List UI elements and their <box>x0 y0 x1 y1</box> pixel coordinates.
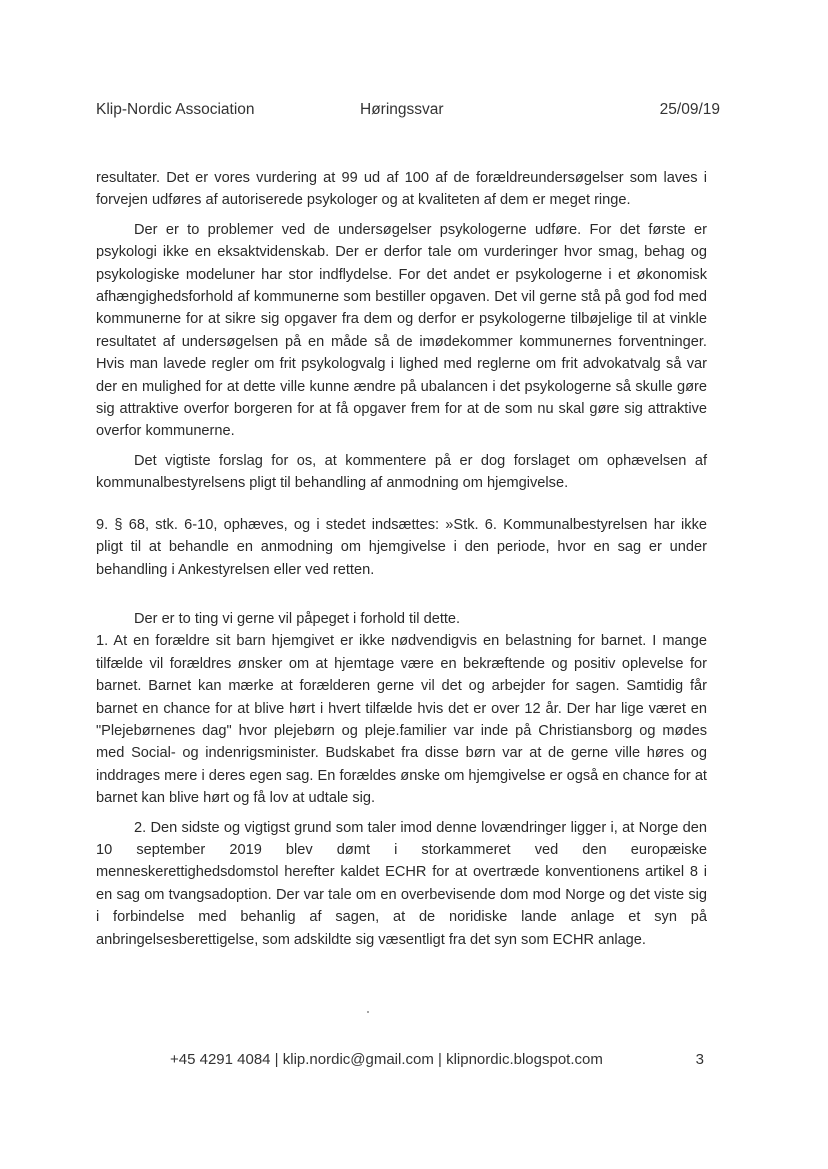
header-organization: Klip-Nordic Association <box>96 101 255 118</box>
paragraph-psychologist-problems: Der er to problemer ved de undersøgelser psykologerne udføre. For det første er psykologi ikke en eksaktvidenskab. Der er derfor tale om vurderinger hvor smag, behag og psykologiske modeluner har stor indflydelse. For det andet er psykologerne i et økonomisk afhængighedsforhold af kommunerne som bestiller opgaven. Det vil gerne stå på god fod med kommunerne for at sikre sig opgaver fra dem og derfor er psykologerne tilbøjelige til at vinkle resultatet af undersøgelsen på en måde så de imødekommer kommunernes forventninger. Hvis man lavede regler om frit psykologvalg i lighed med reglerne om frit advokatvalg så var der en mulighed for at dette ville kunne ændre på ubalancen i det psykologerne så skulle gøre sig attraktive overfor borgeren for at få opgaver frem for at de som nu skal gøre sig attraktive overfor kommunerne. <box>96 221 707 440</box>
page-header <box>96 101 720 123</box>
scan-speck <box>367 1011 369 1013</box>
paragraph-legal-quote: 9. § 68, stk. 6-10, ophæves, og i stedet indsættes: »Stk. 6. Kommunalbestyrelsen har ikke pligt til at behandle en anmodning om hjemgivelse i den periode, hvor en sag er under behandling i Ankestyrelsen eller ved retten. <box>96 516 707 578</box>
paragraph-point-one: 1. At en forældre sit barn hjemgivet er ikke nødvendigvis en belastning for barnet. I mange tilfælde vil forældres ønsker om at hjemtage være en bekræftende og positiv oplevelse for barnet. Barnet kan mærke at forælderen gerne vil det og arbejder for sagen. Samtidig får barnet en chance for at blive hørt i hvert tilfælde hvis det er over 12 år. Der har lige været en "Plejebørnenes dag" hvor plejebørn og pleje.familier var inde på Christiansborg og mødes med Social- og indenrigsminister. Budskabet fra disse børn var at de gerne ville høres og inddrages mere i deres egen sag. En forældes ønske om hjemgivelse er også en chance for at barnet kan blive hørt og få lov at udtale sig. <box>96 633 707 807</box>
paragraph-key-proposal: Det vigtiste forslag for os, at kommentere på er dog forslaget om ophævelsen af kommunalbestyrelsens pligt til behandling af anmodning om hjemgivelse. <box>96 452 707 492</box>
document-body <box>96 167 707 951</box>
page-number: 3 <box>695 1051 704 1068</box>
paragraph-point-two: 2. Den sidste og vigtigst grund som taler imod denne lovændringer ligger i, at Norge den 10 september 2019 blev dømt i storkammeret ved den europæiske menneskerettighedsdomstol herefter kaldet ECHR for at overtræde konventionens artikel 8 i en sag om tvangsadoption. Der var tale om en overbevisende dom mod Norge og det viste sig i forbindelse med behanlig af sagen, at de noridiske lande anlage et syn på anbringelsesberettigelse, som adskildte sig væsentligt fra det syn som ECHR anlage. <box>96 819 707 948</box>
paragraph-continuation: resultater. Det er vores vurdering at 99 ud af 100 af de forældreundersøgelser som laves i forvejen udføres af autoriserede psykologer og at kvaliteten af dem er meget ringe. <box>96 170 707 209</box>
header-document-type: Høringssvar <box>360 101 444 118</box>
header-date: 25/09/19 <box>659 101 720 118</box>
page-footer <box>96 1051 704 1073</box>
paragraph-two-points-intro: Der er to ting vi gerne vil påpeget i forhold til dette. <box>134 610 461 627</box>
footer-contact: +45 4291 4084 | klip.nordic@gmail.com | klipnordic.blogspot.com <box>170 1051 603 1068</box>
